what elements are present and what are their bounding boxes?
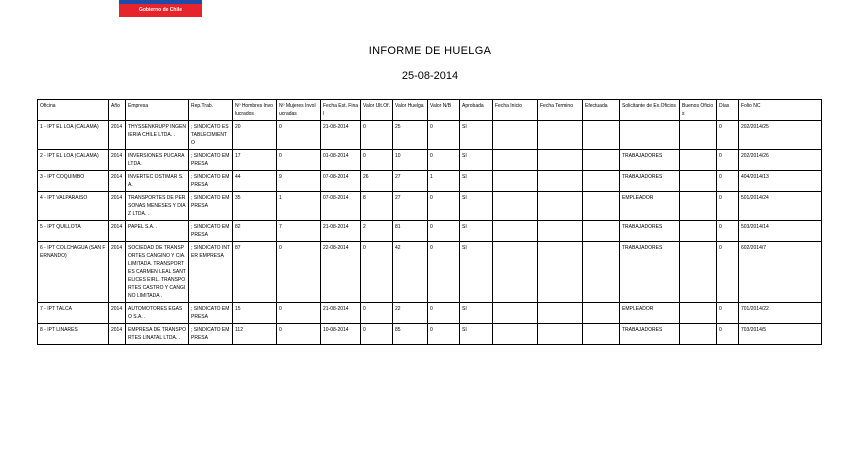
cell-efectuada bbox=[583, 242, 620, 303]
table-row bbox=[38, 192, 822, 221]
cell-nb: 0 bbox=[428, 121, 460, 150]
cell-folio: 202/2014/25 bbox=[739, 121, 822, 150]
column-header: Rep.Trab. bbox=[189, 100, 233, 121]
cell-termino bbox=[538, 303, 583, 324]
table-header-row bbox=[38, 100, 822, 121]
cell-aprobada: SI bbox=[460, 171, 493, 192]
cell-anio: 2014 bbox=[109, 171, 126, 192]
cell-hombres: 87 bbox=[233, 242, 277, 303]
cell-anio: 2014 bbox=[109, 192, 126, 221]
cell-solicitante: EMPLEADOR bbox=[620, 303, 680, 324]
column-header: Fecha Termino bbox=[538, 100, 583, 121]
cell-oficina: 7 - IPT TALCA bbox=[38, 303, 109, 324]
cell-anio: 2014 bbox=[109, 324, 126, 345]
logo-red-block bbox=[119, 4, 202, 17]
cell-nb: 1 bbox=[428, 171, 460, 192]
cell-termino bbox=[538, 324, 583, 345]
cell-mujeres: 0 bbox=[277, 324, 321, 345]
cell-empresa: INVERTEC OSTIMAR S.A. bbox=[126, 171, 189, 192]
cell-huelga: 10 bbox=[393, 150, 428, 171]
cell-efectuada bbox=[583, 192, 620, 221]
cell-empresa: THYSSENKRUPP INGENIERIA CHILE LTDA. . bbox=[126, 121, 189, 150]
cell-aprobada: SI bbox=[460, 303, 493, 324]
column-header: Nº Hombres Involucrados bbox=[233, 100, 277, 121]
cell-buenos bbox=[680, 303, 717, 324]
cell-buenos bbox=[680, 121, 717, 150]
cell-nb: 0 bbox=[428, 324, 460, 345]
cell-oficina: 4 - IPT VALPARAISO bbox=[38, 192, 109, 221]
cell-anio: 2014 bbox=[109, 242, 126, 303]
cell-rep: ; SINDICATO EMPRESA bbox=[189, 150, 233, 171]
cell-aprobada: SI bbox=[460, 150, 493, 171]
cell-nb: 0 bbox=[428, 150, 460, 171]
cell-rep: ; SINDICATO EMPRESA bbox=[189, 192, 233, 221]
cell-aprobada: SI bbox=[460, 121, 493, 150]
cell-folio: 501/2014/24 bbox=[739, 192, 822, 221]
column-header: Oficina bbox=[38, 100, 109, 121]
cell-dias: 0 bbox=[717, 171, 739, 192]
cell-ult-of: 8 bbox=[361, 192, 393, 221]
cell-solicitante bbox=[620, 121, 680, 150]
cell-oficina: 3 - IPT COQUIMBO bbox=[38, 171, 109, 192]
column-header: Fecha Inicio bbox=[493, 100, 538, 121]
cell-solicitante: TRABAJADORES bbox=[620, 171, 680, 192]
table-row bbox=[38, 150, 822, 171]
cell-fecha-final: 01-08-2014 bbox=[321, 150, 361, 171]
column-header: Buenos Oficios bbox=[680, 100, 717, 121]
cell-fecha-final: 21-08-2014 bbox=[321, 121, 361, 150]
cell-huelga: 27 bbox=[393, 171, 428, 192]
cell-inicio bbox=[493, 303, 538, 324]
cell-rep: ; SINDICATO INTER EMPRESA bbox=[189, 242, 233, 303]
column-header: Valor Ult.Of. bbox=[361, 100, 393, 121]
cell-rep: ; SINDICATO EMPRESA bbox=[189, 303, 233, 324]
cell-aprobada: SI bbox=[460, 221, 493, 242]
cell-oficina: 8 - IPT LINARES bbox=[38, 324, 109, 345]
cell-rep: ; SINDICATO ESTABLECIMIENTO bbox=[189, 121, 233, 150]
cell-nb: 0 bbox=[428, 303, 460, 324]
cell-hombres: 44 bbox=[233, 171, 277, 192]
cell-nb: 0 bbox=[428, 221, 460, 242]
table-row bbox=[38, 242, 822, 303]
cell-inicio bbox=[493, 150, 538, 171]
table-body bbox=[38, 121, 822, 345]
cell-termino bbox=[538, 121, 583, 150]
cell-inicio bbox=[493, 171, 538, 192]
cell-fecha-final: 07-08-2014 bbox=[321, 171, 361, 192]
cell-termino bbox=[538, 242, 583, 303]
cell-termino bbox=[538, 150, 583, 171]
report-title: INFORME DE HUELGA bbox=[368, 45, 492, 57]
cell-dias: 0 bbox=[717, 303, 739, 324]
cell-ult-of: 0 bbox=[361, 303, 393, 324]
cell-empresa: INVERSIONES PUCARA LTDA. bbox=[126, 150, 189, 171]
table-row bbox=[38, 171, 822, 192]
cell-solicitante: EMPLEADOR bbox=[620, 192, 680, 221]
column-header: Días bbox=[717, 100, 739, 121]
cell-oficina: 1 - IPT EL LOA (CALAMA) bbox=[38, 121, 109, 150]
cell-aprobada: SI bbox=[460, 242, 493, 303]
cell-anio: 2014 bbox=[109, 121, 126, 150]
cell-oficina: 2 - IPT EL LOA (CALAMA) bbox=[38, 150, 109, 171]
cell-ult-of: 0 bbox=[361, 121, 393, 150]
cell-mujeres: 0 bbox=[277, 121, 321, 150]
cell-empresa: SOCIEDAD DE TRANSPORTES CANGINO Y CIA. LIMITADA. TRANSPORTES CARMEN LEAL SANTELICES EIRL. TRANSPORTES CASTRO Y CANGINO LIMITADA . bbox=[126, 242, 189, 303]
cell-aprobada: SI bbox=[460, 324, 493, 345]
cell-inicio bbox=[493, 192, 538, 221]
cell-fecha-final: 10-08-2014 bbox=[321, 324, 361, 345]
cell-huelga: 81 bbox=[393, 221, 428, 242]
logo-text: Gobierno de Chile bbox=[138, 7, 183, 13]
cell-efectuada bbox=[583, 303, 620, 324]
cell-ult-of: 2 bbox=[361, 221, 393, 242]
cell-anio: 2014 bbox=[109, 303, 126, 324]
cell-termino bbox=[538, 171, 583, 192]
cell-dias: 0 bbox=[717, 121, 739, 150]
cell-folio: 703/2014/5 bbox=[739, 324, 822, 345]
cell-ult-of: 26 bbox=[361, 171, 393, 192]
cell-mujeres: 7 bbox=[277, 221, 321, 242]
cell-folio: 602/2014/7 bbox=[739, 242, 822, 303]
cell-rep: ; SINDICATO EMPRESA bbox=[189, 324, 233, 345]
cell-inicio bbox=[493, 324, 538, 345]
cell-hombres: 112 bbox=[233, 324, 277, 345]
column-header: Folio NC bbox=[739, 100, 822, 121]
column-header: Solicitante de Ex.Oficios bbox=[620, 100, 680, 121]
cell-empresa: TRANSPORTES DE PERSONAS MENESES Y DIAZ LTDA. . bbox=[126, 192, 189, 221]
cell-huelga: 27 bbox=[393, 192, 428, 221]
cell-empresa: PAPEL S.A. . bbox=[126, 221, 189, 242]
cell-folio: 404/2014/13 bbox=[739, 171, 822, 192]
cell-buenos bbox=[680, 242, 717, 303]
cell-aprobada: SI bbox=[460, 192, 493, 221]
strike-report-table bbox=[37, 99, 822, 345]
cell-buenos bbox=[680, 150, 717, 171]
cell-empresa: EMPRESA DE TRANSPORTES LINATAL LTDA. . bbox=[126, 324, 189, 345]
cell-folio: 202/2014/26 bbox=[739, 150, 822, 171]
cell-ult-of: 0 bbox=[361, 324, 393, 345]
cell-anio: 2014 bbox=[109, 221, 126, 242]
cell-hombres: 15 bbox=[233, 303, 277, 324]
cell-hombres: 35 bbox=[233, 192, 277, 221]
cell-buenos bbox=[680, 324, 717, 345]
column-header: Efectuada bbox=[583, 100, 620, 121]
column-header: Empresa bbox=[126, 100, 189, 121]
cell-nb: 0 bbox=[428, 242, 460, 303]
cell-huelga: 22 bbox=[393, 303, 428, 324]
cell-efectuada bbox=[583, 171, 620, 192]
cell-dias: 0 bbox=[717, 150, 739, 171]
column-header: Valor N/B bbox=[428, 100, 460, 121]
cell-inicio bbox=[493, 242, 538, 303]
cell-dias: 0 bbox=[717, 192, 739, 221]
column-header: Aprobada bbox=[460, 100, 493, 121]
cell-termino bbox=[538, 192, 583, 221]
cell-fecha-final: 21-08-2014 bbox=[321, 303, 361, 324]
table-row bbox=[38, 121, 822, 150]
cell-buenos bbox=[680, 192, 717, 221]
cell-dias: 0 bbox=[717, 242, 739, 303]
column-header: Año bbox=[109, 100, 126, 121]
cell-huelga: 25 bbox=[393, 121, 428, 150]
cell-ult-of: 0 bbox=[361, 242, 393, 303]
cell-mujeres: 0 bbox=[277, 150, 321, 171]
cell-rep: ; SINDICATO EMPRESA bbox=[189, 171, 233, 192]
cell-oficina: 6 - IPT COLCHAGUA (SAN FERNANDO) bbox=[38, 242, 109, 303]
cell-efectuada bbox=[583, 324, 620, 345]
column-header: Nº Mujeres Involucradas bbox=[277, 100, 321, 121]
cell-nb: 0 bbox=[428, 192, 460, 221]
column-header: Valor Huelga bbox=[393, 100, 428, 121]
cell-empresa: AUTOMOTORES EGASO S.A. . bbox=[126, 303, 189, 324]
cell-solicitante: TRABAJADORES bbox=[620, 221, 680, 242]
cell-ult-of: 0 bbox=[361, 150, 393, 171]
cell-mujeres: 0 bbox=[277, 303, 321, 324]
cell-rep: ; SINDICATO EMPRESA bbox=[189, 221, 233, 242]
cell-fecha-final: 22-08-2014 bbox=[321, 242, 361, 303]
column-header: Fecha Est. Final bbox=[321, 100, 361, 121]
cell-hombres: 20 bbox=[233, 121, 277, 150]
cell-solicitante: TRABAJADORES bbox=[620, 150, 680, 171]
cell-buenos bbox=[680, 171, 717, 192]
cell-termino bbox=[538, 221, 583, 242]
cell-hombres: 82 bbox=[233, 221, 277, 242]
table-row bbox=[38, 221, 822, 242]
cell-solicitante: TRABAJADORES bbox=[620, 324, 680, 345]
cell-efectuada bbox=[583, 121, 620, 150]
table-row bbox=[38, 303, 822, 324]
cell-efectuada bbox=[583, 150, 620, 171]
cell-huelga: 85 bbox=[393, 324, 428, 345]
cell-hombres: 17 bbox=[233, 150, 277, 171]
cell-fecha-final: 07-08-2014 bbox=[321, 192, 361, 221]
cell-buenos bbox=[680, 221, 717, 242]
report-date: 25-08-2014 bbox=[401, 70, 459, 82]
cell-mujeres: 0 bbox=[277, 242, 321, 303]
cell-inicio bbox=[493, 221, 538, 242]
cell-fecha-final: 21-08-2014 bbox=[321, 221, 361, 242]
gobierno-logo bbox=[119, 0, 202, 17]
table-row bbox=[38, 324, 822, 345]
cell-dias: 0 bbox=[717, 221, 739, 242]
cell-mujeres: 1 bbox=[277, 192, 321, 221]
cell-efectuada bbox=[583, 221, 620, 242]
cell-mujeres: 9 bbox=[277, 171, 321, 192]
cell-solicitante: TRABAJADORES bbox=[620, 242, 680, 303]
cell-oficina: 5 - IPT QUILLOTA bbox=[38, 221, 109, 242]
cell-anio: 2014 bbox=[109, 150, 126, 171]
cell-dias: 0 bbox=[717, 324, 739, 345]
cell-huelga: 42 bbox=[393, 242, 428, 303]
cell-inicio bbox=[493, 121, 538, 150]
cell-folio: 503/2014/14 bbox=[739, 221, 822, 242]
cell-folio: 701/2014/22 bbox=[739, 303, 822, 324]
